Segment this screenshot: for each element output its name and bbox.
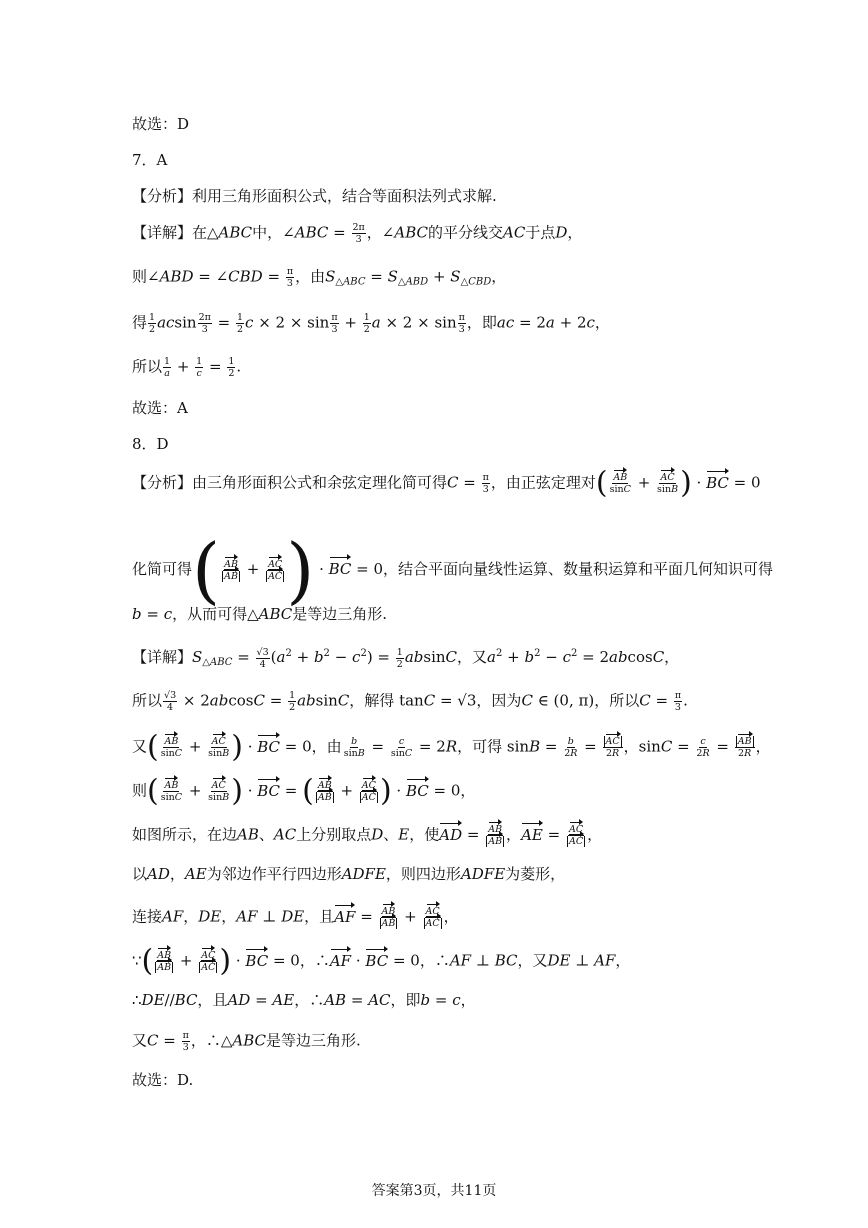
text: ，因为: [476, 691, 522, 710]
text: 上分别取点: [296, 825, 372, 844]
text: ，由: [295, 267, 326, 286]
formula-line: 又( $\frac{AB}{\sin C}$ + $\frac{AC}{\sin B}$ ) · BC = 0，由 $\frac{b}{\sin B}$ = $\frac{c}{\sin C}$ = 2R，可得 sinB = $\frac{b}{2R}$ = $\frac{AC}{2R}$ ，sinC = $\frac{c}{2R}$ = $\frac{AB}{2R}$ ，: [132, 729, 771, 765]
text: ，可得: [457, 737, 503, 756]
text: ，且: [304, 907, 335, 926]
answer-line: 故选：D.: [132, 1071, 194, 1089]
text: ，则四边形: [385, 865, 461, 883]
text: 【分析】由三角形面积公式和余弦定理化简可得: [132, 473, 448, 492]
text: ，又: [517, 951, 548, 970]
text: ，即: [466, 313, 497, 332]
formula-line: 则∠ABD = ∠CBD = $\frac{\pi}{3}$ ，由$S_{\triangle ABC} = S_{\triangle ABD} + S_{\triangle CBD}$，: [132, 266, 507, 289]
text: 是等边三角形.: [292, 605, 388, 623]
text: 所以: [132, 357, 163, 376]
page-footer: 答案第3页，共11页: [371, 1183, 497, 1199]
text: 连接: [132, 907, 163, 926]
text: ，由正弦定理对: [490, 473, 596, 492]
analysis-line: 【分析】由三角形面积公式和余弦定理化简可得C = $\frac{\pi}{3}$ ，由正弦定理对( $\frac{AB}{\sin C}$ + $\frac{AC}{\sin B}$ ) · BC = 0: [132, 465, 761, 501]
text: 【详解】在△: [132, 223, 219, 242]
detail-line: 【详解】$S_{\triangle ABC}$ = $\frac{√3}{4}$ $(a^2 + b^2 - c^2)$ = $\frac{1}{2}$ absinC，又$a^2 + b^2 - c^2 = 2abcosC$，: [132, 646, 680, 670]
text: ，使: [409, 825, 440, 844]
text: ，结合平面向量线性运算、数量积运算和平面几何知识可得: [383, 560, 774, 578]
text-line: 连接AF，DE，AF ⊥ DE，且AF = $\frac{AB}{AB}$ + $\frac{AC}{AC}$ ，: [132, 906, 459, 929]
text: ，且: [197, 991, 228, 1009]
text: ，由: [311, 737, 342, 756]
text-line: ∴DE//BC，且AD = AE，∴AB = AC，即b = c，: [132, 991, 476, 1009]
text: ，即: [390, 991, 421, 1009]
text-line: 如图所示，在边AB、AC上分别取点D、E，使AD = $\frac{AB}{AB}$ ，AE = $\frac{AC}{AC}$ ，: [132, 824, 603, 847]
text: 又: [132, 737, 148, 756]
text: 中，: [252, 223, 283, 242]
answer-line: 故选：D: [132, 115, 190, 133]
text: ，所以: [594, 691, 640, 710]
text: 为菱形，: [505, 865, 566, 883]
text: 得: [132, 313, 148, 332]
answer-line: 故选：A: [132, 399, 188, 417]
text: 以: [132, 865, 148, 883]
formula-line: 则( $\frac{AB}{\sin C}$ + $\frac{AC}{\sin B}$ ) · BC = ( $\frac{AB}{AB}$ + $\frac{AC}{AC}$ ) · BC = 0，: [132, 773, 476, 809]
text: 【详解】: [132, 648, 193, 666]
text: 是等边三角形.: [266, 1031, 361, 1050]
text: 为邻边作平行四边形: [206, 865, 342, 883]
text: 则: [132, 267, 148, 286]
formula-line: 得 $\frac{1}{2}$ acsin $\frac{2\pi}{3}$ = $\frac{1}{2}$ c × 2 × sin $\frac{\pi}{3}$ + $\frac{1}{2}$ a × 2 × sin $\frac{\pi}{3}$ ，即ac = 2a + 2c，: [132, 312, 610, 335]
text: 如图所示，在边: [132, 825, 238, 844]
text: 所以: [132, 691, 163, 710]
analysis-line: 【分析】利用三角形面积公式，结合等面积法列式求解.: [132, 187, 497, 205]
formula-line: 所以 $\frac{1}{a}$ + $\frac{1}{c}$ = $\frac{1}{2}$ .: [132, 356, 242, 379]
text-line: 又C = $\frac{\pi}{3}$ ，∴△ABC是等边三角形.: [132, 1030, 361, 1053]
formula-line: 所以 $\frac{√3}{4}$ × 2abcosC = $\frac{1}{2}$ absinC，解得 tanC = √3，因为C ∈ (0, π)，所以C = $\frac{\pi}{3}$ .: [132, 690, 688, 713]
text: 化简可得: [132, 560, 193, 578]
text: 则: [132, 781, 148, 800]
question-number: 8．D: [132, 435, 169, 453]
text: ，解得: [349, 691, 395, 710]
detail-line: 【详解】在△ABC中，∠ABC = $\frac{2\pi}{3}$ ，∠ABC的平分线交AC于点D，: [132, 222, 583, 245]
analysis-line: 化简可得( $\frac{AB}{AB}$ + $\frac{AC}{AC}$ ) · BC = 0，结合平面向量线性运算、数量积运算和平面几何知识可得: [132, 528, 774, 612]
text: 又: [132, 1031, 148, 1050]
analysis-line: b = c，从而可得△ABC是等边三角形.: [132, 605, 388, 623]
text: ，从而可得△: [172, 605, 259, 623]
text: ，又: [457, 648, 488, 666]
formula-line: ∵( $\frac{AB}{AB}$ + $\frac{AC}{AC}$ ) · BC = 0，∴AF · BC = 0，∴AF ⊥ BC，又DE ⊥ AF，: [132, 943, 631, 979]
text-line: 以AD，AE为邻边作平行四边形ADFE，则四边形ADFE为菱形，: [132, 865, 566, 883]
question-number: 7．A: [132, 151, 168, 169]
